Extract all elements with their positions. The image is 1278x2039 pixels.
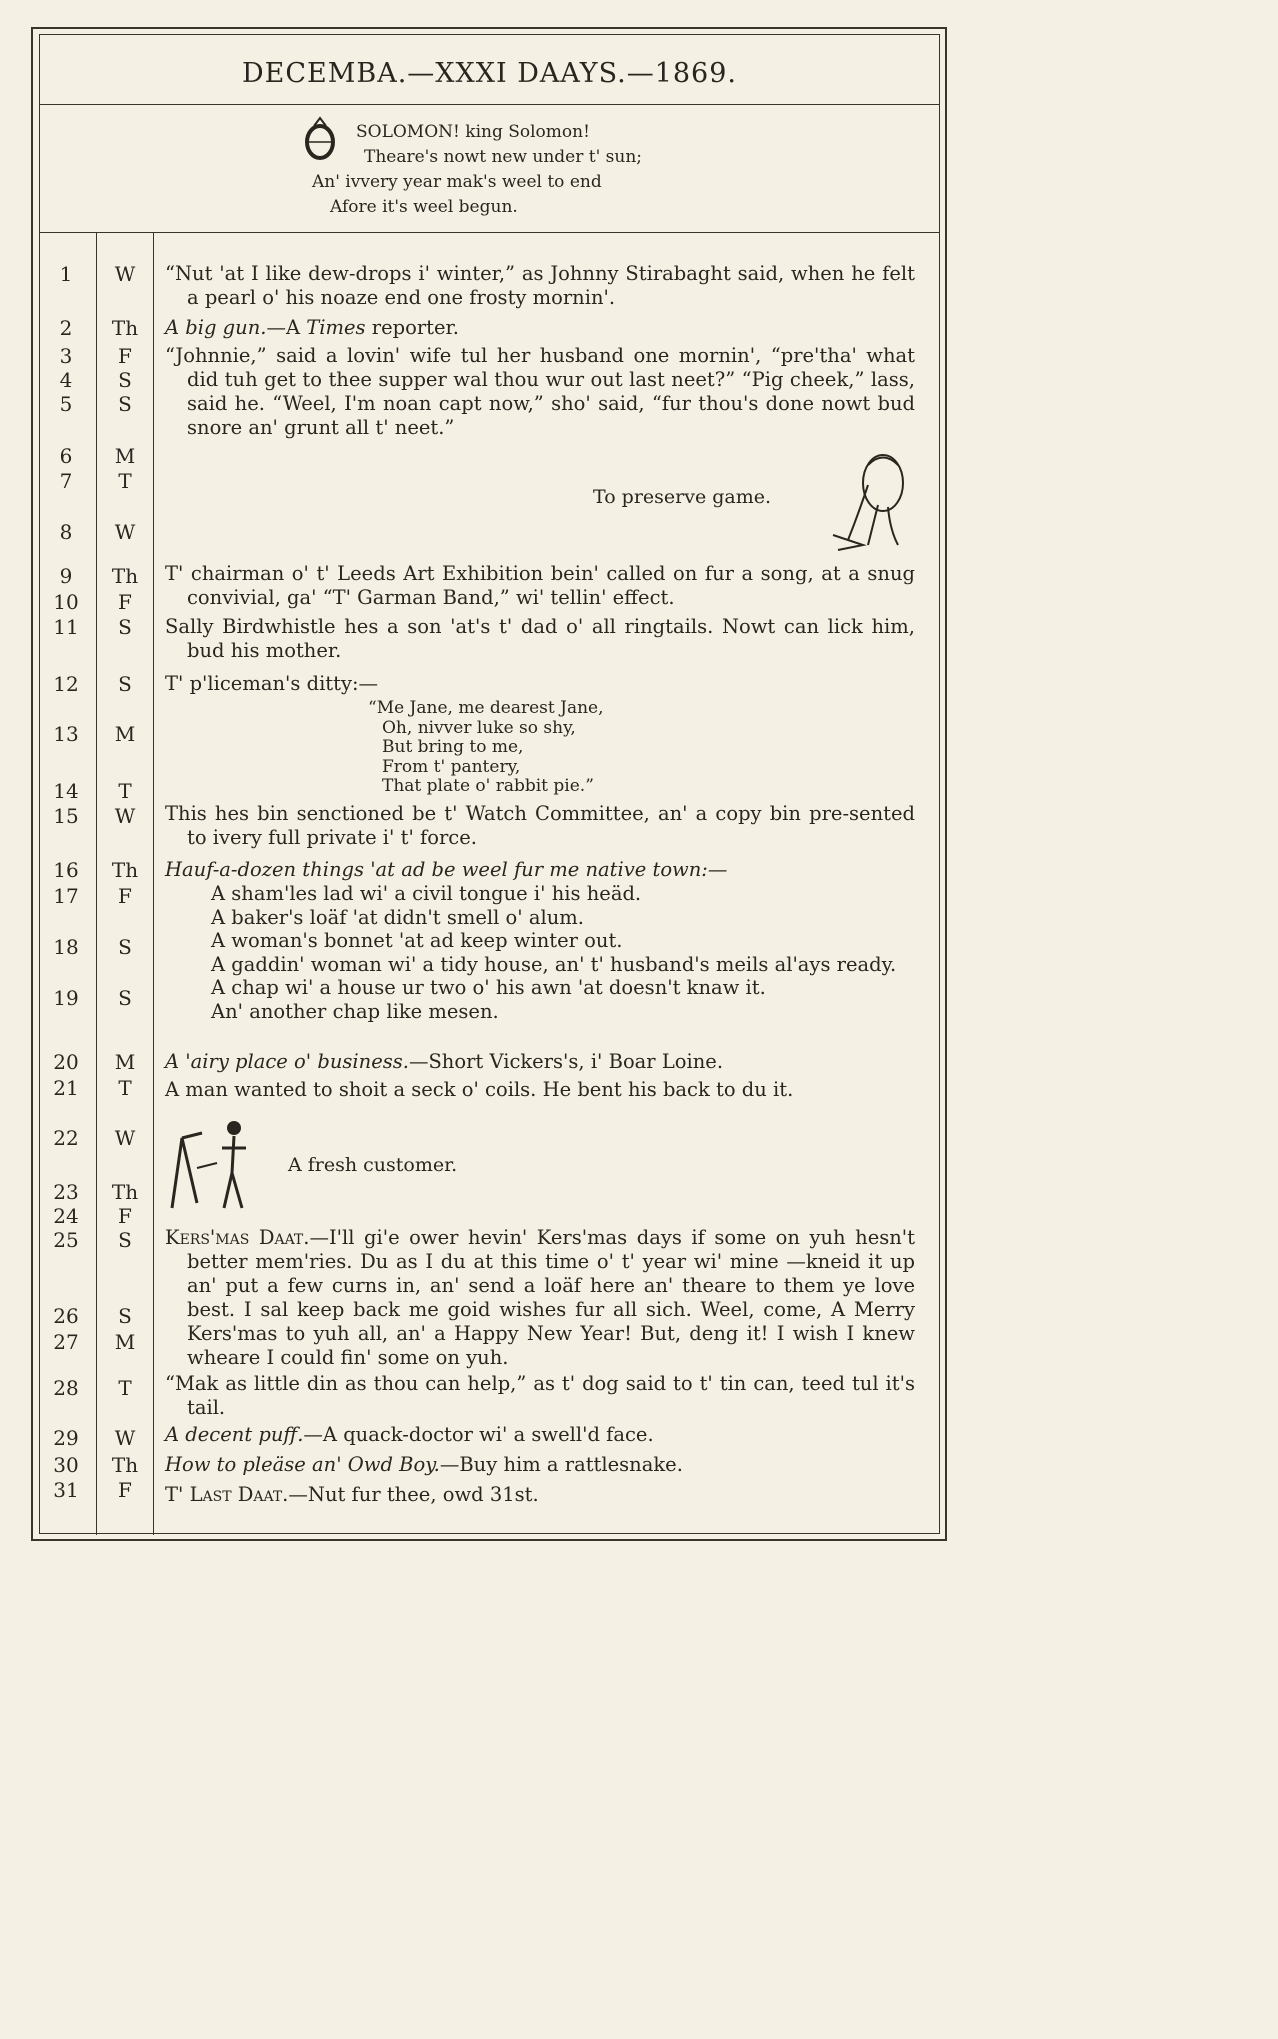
day-number: 5 [59,392,73,416]
day-number: 7 [59,469,73,493]
day-number: 23 [53,1180,79,1204]
day-number: 3 [59,344,73,368]
entry-9: T' chairman o' t' Leeds Art Exhibition bein' called on fur a song, at a snug convivial, ga' “T' Garman Band,” wi' tellin' effect. [165,562,915,609]
entry-31: T' Last Daat.—Nut fur thee, owd 31st. [165,1483,539,1506]
weekday: M [114,1050,136,1074]
day-number: 24 [53,1204,79,1228]
entry-16: Hauf-a-dozen things 'at ad be weel fur me native town:— [165,858,728,881]
day-number: 8 [59,520,73,544]
figures-illustration-icon [162,1108,257,1216]
weekday: Th [111,564,139,588]
weekday: S [118,935,132,959]
day-number: 17 [53,884,79,908]
day-number: 25 [53,1228,79,1252]
column-rule [153,233,154,1535]
list-item: A sham'les lad wi' a civil tongue i' his heäd. [211,882,642,905]
verse-line: An' ivvery year mak's weel to end [312,172,602,192]
weekday: F [118,1204,132,1228]
day-number: 4 [59,368,73,392]
ditty [368,699,604,797]
list-item: A baker's loäf 'at didn't smell o' alum. [211,905,584,929]
weekday: T [118,1076,132,1100]
weekday: S [118,672,132,696]
weekday: S [118,392,132,416]
verse-rule [39,232,940,233]
list-item: An' another chap like mesen. [211,999,499,1023]
list-item: A woman's bonnet 'at ad keep winter out. [211,929,623,952]
entry-21: A man wanted to shoit a seck o' coils. He bent his back to du it. [165,1078,794,1101]
weekday: M [114,444,136,468]
day-number: 29 [53,1426,79,1450]
weekday: F [118,1478,132,1502]
day-number: 15 [53,804,79,828]
day-number: 18 [53,935,79,959]
game-caption: To preserve game. [593,486,772,508]
entry-11: Sally Birdwhistle hes a son 'at's t' dad o' all ringtails. Nowt can lick him, bud his mother. [165,615,915,662]
entry-30: How to pleäse an' Owd Boy.—Buy him a rattlesnake. [165,1453,683,1476]
weekday: Th [111,1180,139,1204]
entry-3: “Johnnie,” said a lovin' wife tul her husband one mornin', “pre'tha' what did tuh get to thee supper wal thou wur out last neet?” “Pig cheek,” lass, said he. “Weel, I'm noan capt now,” sho' said, “fur thou's done nowt bud snore an' grunt all t' neet.” [165,344,915,439]
bird-illustration-icon [828,445,913,553]
weekday: W [114,1126,136,1150]
weekday: M [114,1330,136,1354]
weekday: F [118,590,132,614]
ditty-line: That plate o' rabbit pie.” [382,776,594,796]
verse [312,120,642,220]
day-number: 16 [53,858,79,882]
weekday: M [114,722,136,746]
weekday: F [118,344,132,368]
day-number: 31 [53,1478,79,1502]
ditty-line: From t' pantery, [382,756,521,777]
entry-2: A big gun.—A Times reporter. [165,316,459,339]
page-title: DECEMBA.—XXXI DAAYS.—1869. [242,58,737,89]
column-rule [96,233,97,1535]
entry-28: “Mak as little din as thou can help,” as t' dog said to t' tin can, teed tul it's tail. [165,1372,915,1419]
entry-20: A 'airy place o' business.—Short Vickers's, i' Boar Loine. [165,1050,724,1073]
weekday: S [118,1228,132,1252]
ditty-line: Oh, nivver luke so shy, [382,717,576,738]
weekday: W [114,262,136,286]
day-number: 19 [53,986,79,1010]
verse-line: SOLOMON! king Solomon! [356,122,590,142]
title-rule [39,104,940,105]
day-number: 30 [53,1453,79,1477]
things-list [211,882,921,1023]
weekday: S [118,986,132,1010]
day-number: 1 [59,262,73,286]
day-number: 9 [59,564,73,588]
day-number: 6 [59,444,73,468]
day-number: 11 [53,615,79,639]
weekday: S [118,368,132,392]
entry-29: A decent puff.—A quack-doctor wi' a swell'd face. [165,1423,654,1446]
day-number: 10 [53,590,79,614]
weekday: T [118,469,132,493]
weekday: Th [111,1453,139,1477]
day-number: 22 [53,1126,79,1150]
weekday: Th [111,858,139,882]
weekday: W [114,1426,136,1450]
weekday: Th [111,316,139,340]
weekday: W [114,520,136,544]
weekday: T [118,1376,132,1400]
list-item: A chap wi' a house ur two o' his awn 'at doesn't knaw it. [211,976,766,999]
day-number: 12 [53,672,79,696]
day-number: 14 [53,779,79,803]
day-number: 27 [53,1330,79,1354]
weekday: F [118,884,132,908]
ditty-line: But bring to me, [382,737,524,757]
customer-caption: A fresh customer. [288,1154,458,1176]
verse-line: Theare's nowt new under t' sun; [364,147,643,167]
weekday: S [118,1304,132,1328]
day-number: 26 [53,1304,79,1328]
entry-12: T' p'liceman's ditty:— [165,672,379,695]
day-number: 20 [53,1050,79,1074]
weekday: T [118,779,132,803]
entry-25: Kers'mas Daat.—I'll gi'e ower hevin' Kers'mas days if some on yuh hesn't better mem'ries. Du as I du at this time o' t' year wi' mine —kneid it up an' put a few curns in, an' send a loäf here an' theare to them ye love best. I sal keep back me goid wishes fur all sich. Weel, come, A Merry Kers'mas to yuh all, an' a Happy New Year! But, deng it! I wish I knew wheare I could fin' some on yuh. [165,1226,915,1369]
verse-line: Afore it's weel begun. [330,197,518,217]
ditty-line: “Me Jane, me dearest Jane, [368,698,604,718]
weekday: W [114,804,136,828]
day-number: 28 [53,1376,79,1400]
day-number: 2 [59,316,73,340]
list-item: A gaddin' woman wi' a tidy house, an' t' husband's meils al'ays ready. [211,952,897,976]
entry-15: This hes bin senctioned be t' Watch Committee, an' a copy bin pre-sented to ivery full private i' t' force. [165,802,915,849]
day-number: 21 [53,1076,79,1100]
weekday: S [118,615,132,639]
day-number: 13 [53,722,79,746]
entry-1: “Nut 'at I like dew-drops i' winter,” as Johnny Stirabaght said, when he felt a pearl o' his noaze end one frosty mornin'. [165,262,915,309]
